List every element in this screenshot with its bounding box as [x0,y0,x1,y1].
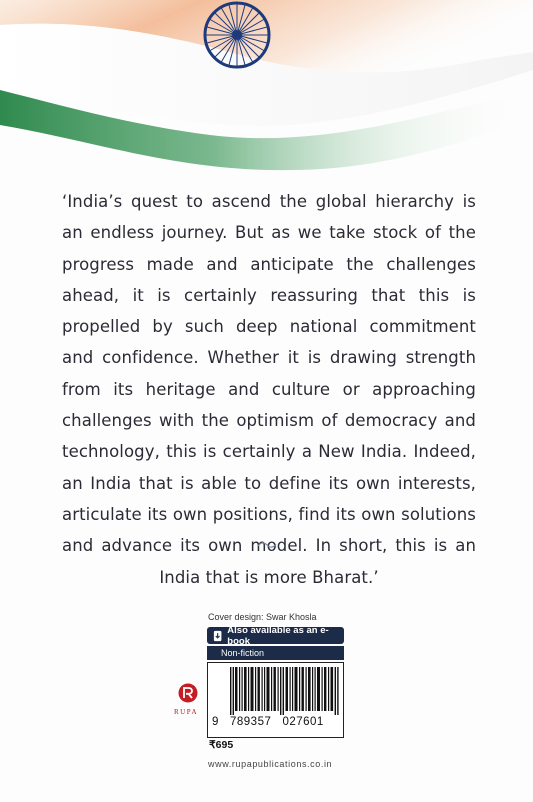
quote-line: an endless journey. But as we take stock of the [62,223,476,243]
ebook-device-icon [212,630,223,642]
quote-line: technology, this is certainly a New India. Indeed, [62,442,476,462]
genre-band: Non-fiction [207,646,344,660]
ebook-availability-badge [207,624,344,647]
publisher-name: RUPA [174,708,199,716]
ashoka-chakra-icon [205,3,269,67]
quote-line: challenges with the optimism of democracy and [62,411,476,431]
quote-line: progress made and anticipate the challenges [62,254,476,274]
rupa-logo-icon [178,683,198,703]
quote-line: India that is more Bharat.’ [159,567,379,587]
quote-line: propelled by such deep national commitment [62,317,476,337]
isbn-number: 9 789357 027601 [212,716,324,728]
barcode-bars [230,667,340,715]
flourish-ornament-icon [257,541,277,549]
cover-design-credit: Cover design: Swar Khosla [208,612,317,622]
blurb-quote [62,186,476,587]
ebook-label: Also available as an e-book [227,624,329,647]
quote-line: ‘India’s quest to ascend the global hierarchy is [62,192,476,211]
indian-flag-illustration [0,0,533,210]
quote-line: an India that is able to define its own interests, [62,473,476,493]
quote-line: and advance its own model. In short, this is an [62,536,476,556]
quote-line: and confidence. Whether it is drawing strength [62,348,476,368]
quote-line: from its heritage and culture or approaching [62,379,476,399]
publisher-website: www.rupapublications.co.in [208,759,333,769]
quote-line: ahead, it is certainly reassuring that this is [62,285,476,305]
quote-line: articulate its own positions, find its own solutions [62,504,476,524]
isbn-barcode [207,662,344,738]
price-label: ₹695 [209,739,234,751]
